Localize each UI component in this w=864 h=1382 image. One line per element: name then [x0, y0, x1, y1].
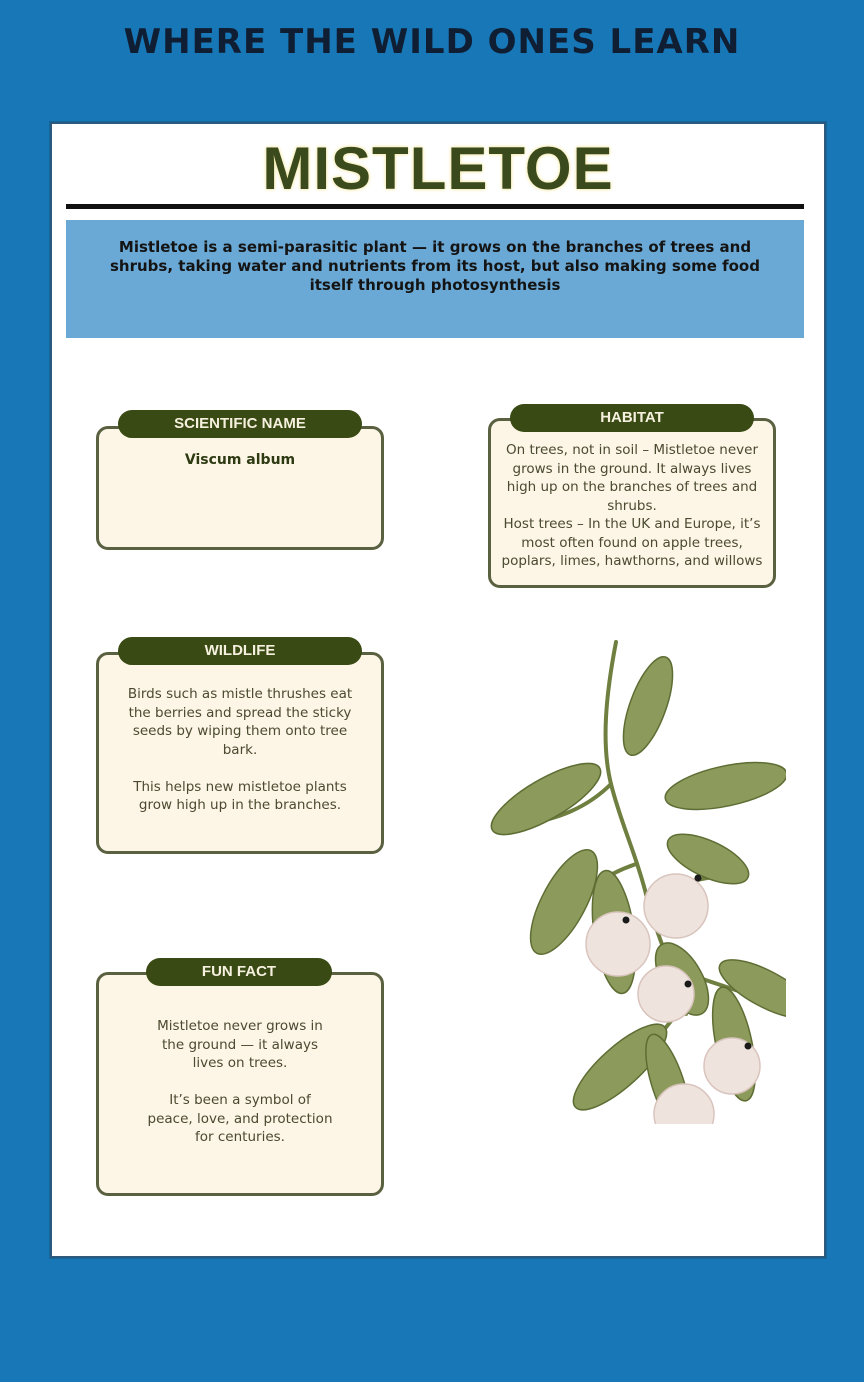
fun-fact-tab: FUN FACT — [146, 958, 332, 986]
scientific-name-tab: SCIENTIFIC NAME — [118, 410, 362, 438]
wildlife-text: Birds such as mistle thrushes eat the berries and spread the sticky seeds by wiping them onto tree bark. This helps new mistletoe plants grow high up in the branches. — [127, 686, 353, 813]
page-title: MISTLETOE — [262, 135, 614, 202]
site-title: WHERE THE WILD ONES LEARN — [123, 22, 741, 62]
fun-fact-text: Mistletoe never grows in the ground — it always lives on trees. It’s been a symbol of peace, love, and protection for centuries. — [147, 1018, 333, 1145]
infosheet-card — [50, 122, 826, 1258]
scientific-name-text: Viscum album — [184, 452, 296, 468]
habitat-tab: HABITAT — [510, 404, 754, 432]
mistletoe-sprig-icon — [436, 634, 786, 1124]
wildlife-tab: WILDLIFE — [118, 637, 362, 665]
scientific-name-box — [96, 426, 384, 550]
wildlife-box — [96, 652, 384, 854]
fun-fact-box — [96, 972, 384, 1196]
habitat-text: On trees, not in soil – Mistletoe never grows in the ground. It always lives high up on the branches of trees and shrubs. Host trees – In the UK and Europe, it’s most often found on apple trees, poplars, limes, hawthorns, and willows — [501, 442, 763, 569]
title-divider — [66, 204, 804, 209]
intro-banner — [66, 220, 804, 338]
intro-text: Mistletoe is a semi-parasitic plant — it grows on the branches of trees and shrubs, taking water and nutrients from its host, but also making some food itself through photosynthesis — [110, 238, 760, 294]
habitat-box — [488, 418, 776, 588]
